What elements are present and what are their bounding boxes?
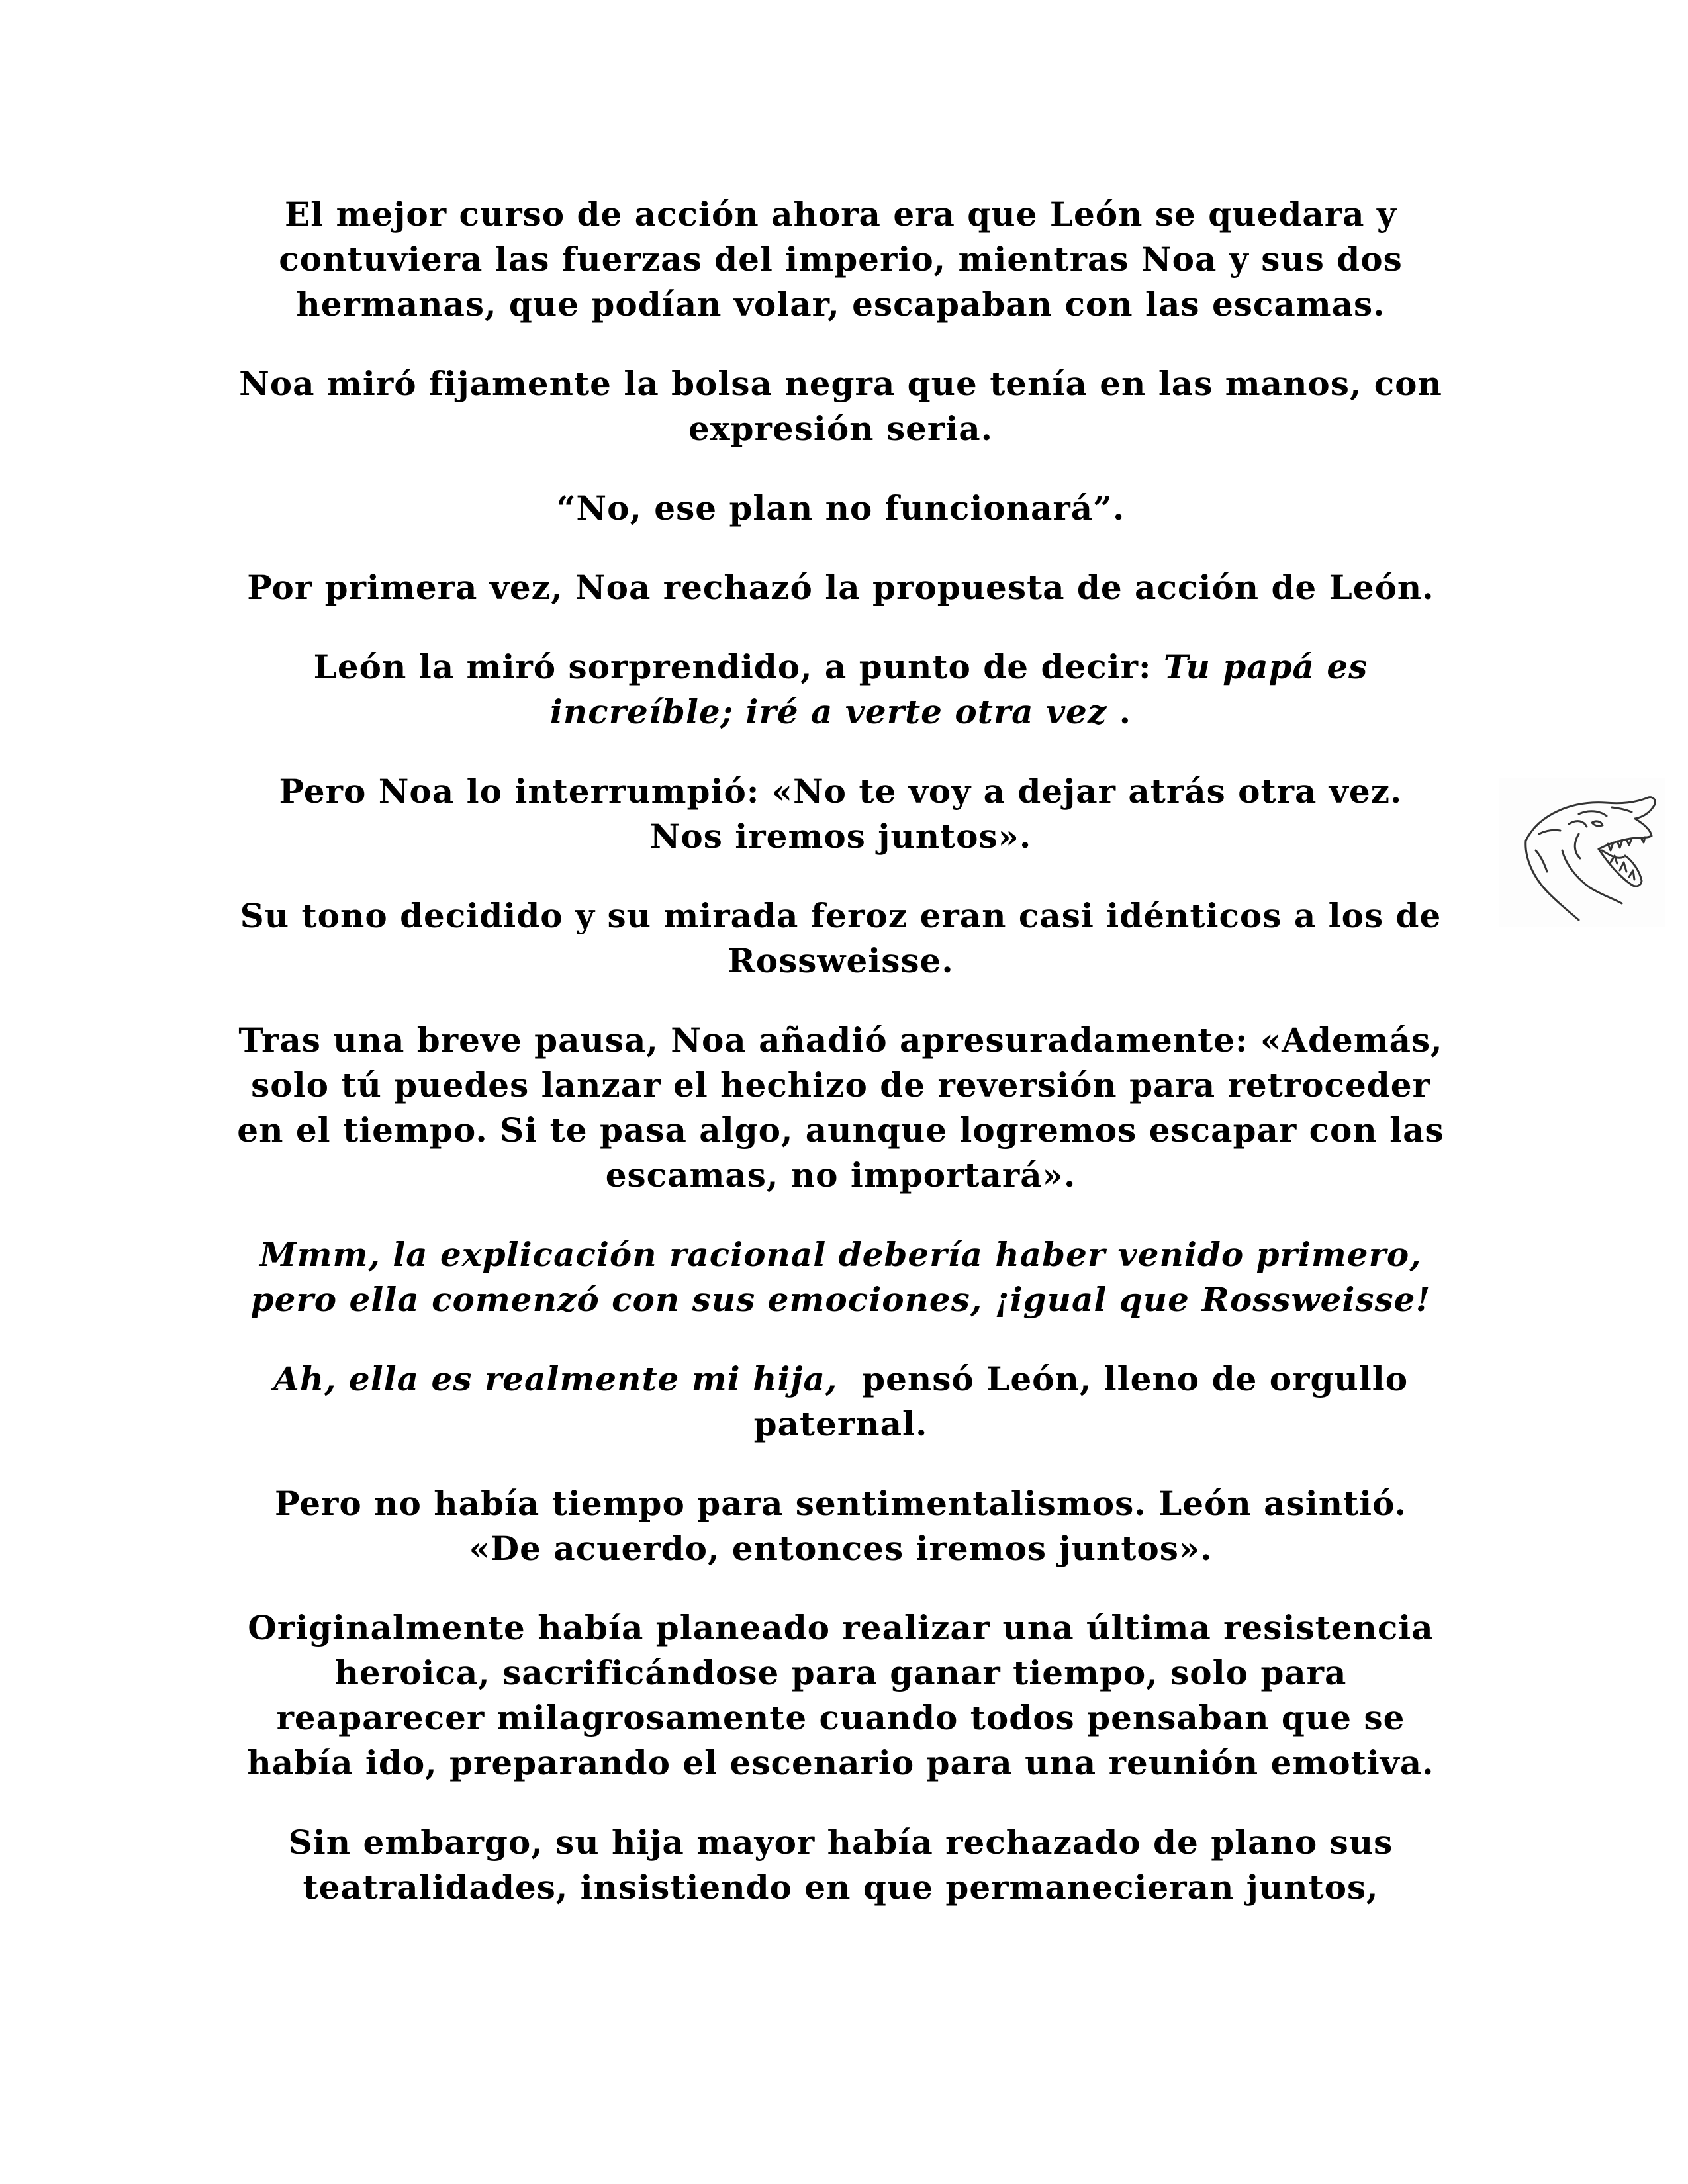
paragraph-6 — [225, 769, 1456, 859]
paragraph-12 — [225, 1606, 1456, 1786]
text-line: en el tiempo. Si te pasa algo, aunque logremos escapar con las — [237, 1111, 1444, 1150]
text-line: Rossweisse. — [727, 941, 954, 980]
text-line: Tras una breve pausa, Noa añadió apresuradamente: «Además, — [238, 1021, 1443, 1060]
dinosaur-head-sketch-icon — [1499, 778, 1665, 927]
text-line: Sin embargo, su hija mayor había rechazado de plano sus — [288, 1823, 1393, 1862]
text-line: heroica, sacrificándose para ganar tiempo, solo para — [334, 1653, 1347, 1692]
text-line — [225, 645, 1456, 690]
text-line: Pero no había tiempo para sentimentalismos. León asintió. — [274, 1484, 1407, 1523]
text-line: Nos iremos juntos». — [649, 817, 1032, 856]
paragraph-8 — [225, 1018, 1456, 1198]
text-italic-line: pero ella comenzó con sus emociones, ¡igual que Rossweisse! — [250, 1280, 1431, 1319]
paragraph-2 — [225, 361, 1456, 451]
text-italic: Tu papá es — [1163, 647, 1368, 686]
text-line: Originalmente había planeado realizar una última resistencia — [248, 1608, 1434, 1647]
text-line — [225, 1357, 1456, 1402]
text-line: solo tú puedes lanzar el hechizo de reversión para retroceder — [251, 1066, 1430, 1105]
text-line: Noa miró fijamente la bolsa negra que tenía en las manos, con — [239, 364, 1442, 403]
text-line: contuviera las fuerzas del imperio, mientras Noa y sus dos — [279, 240, 1403, 279]
text-line: Por primera vez, Noa rechazó la propuesta de acción de León. — [247, 568, 1434, 607]
text-line: hermanas, que podían volar, escapaban con las escamas. — [296, 285, 1385, 324]
text-plain: León la miró sorprendido, a punto de decir: — [313, 647, 1164, 686]
paragraph-7 — [225, 893, 1456, 983]
text-italic: increíble; iré a verte otra vez — [549, 692, 1107, 731]
paragraph-5 — [225, 645, 1456, 735]
text-line: expresión seria. — [688, 409, 994, 448]
text-line: «De acuerdo, entonces iremos juntos». — [469, 1529, 1213, 1568]
paragraph-11 — [225, 1481, 1456, 1571]
text-line: reaparecer milagrosamente cuando todos pensaban que se — [276, 1698, 1405, 1737]
paragraph-3 — [225, 486, 1456, 531]
text-plain: pensó León, lleno de orgullo — [837, 1359, 1409, 1398]
paragraph-10 — [225, 1357, 1456, 1447]
paragraph-9 — [225, 1232, 1456, 1322]
text-line: “No, ese plan no funcionará”. — [556, 488, 1125, 527]
text-line: teatralidades, insistiendo en que permanecieran juntos, — [303, 1868, 1379, 1907]
text-italic: Ah, ella es realmente mi hija, — [273, 1359, 838, 1398]
paragraph-4 — [225, 565, 1456, 610]
text-line: Su tono decidido y su mirada feroz eran casi idénticos a los de — [240, 896, 1442, 935]
text-plain: . — [1107, 692, 1132, 731]
story-text — [225, 192, 1456, 1944]
text-line: El mejor curso de acción ahora era que León se quedara y — [285, 195, 1397, 234]
paragraph-1 — [225, 192, 1456, 327]
text-italic-line: Mmm, la explicación racional debería haber venido primero, — [259, 1235, 1422, 1274]
text-line: escamas, no importará». — [605, 1156, 1076, 1195]
text-line — [225, 690, 1456, 735]
text-line: Pero Noa lo interrumpió: «No te voy a dejar atrás otra vez. — [279, 772, 1403, 811]
text-line: había ido, preparando el escenario para una reunión emotiva. — [247, 1743, 1434, 1782]
paragraph-13 — [225, 1820, 1456, 1910]
text-line: paternal. — [753, 1404, 928, 1443]
